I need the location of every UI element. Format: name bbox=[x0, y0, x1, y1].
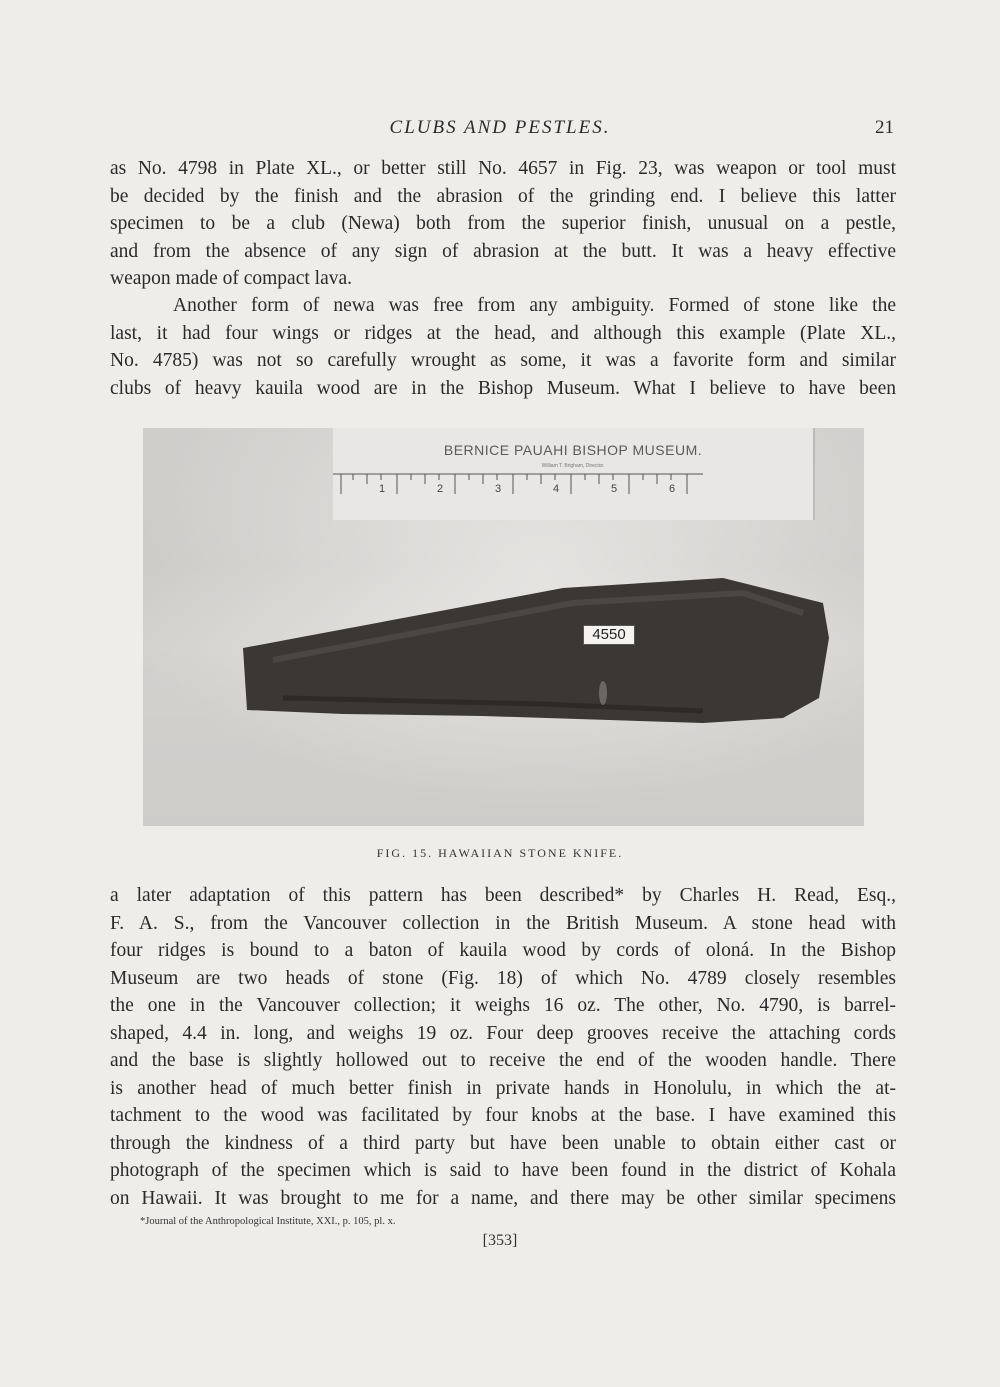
text-line: last, it had four wings or ridges at the head, and although this example (Plate XL., bbox=[110, 322, 896, 344]
ruler-number: 1 bbox=[379, 483, 386, 495]
page-number: 21 bbox=[875, 117, 894, 138]
text-line: tachment to the wood was facilitated by four knobs at the base. I have examined this bbox=[110, 1105, 896, 1126]
text-line: through the kindness of a third party but have been unable to obtain either cast or bbox=[110, 1132, 896, 1154]
text-line: is another head of much better finish in private hands in Honolulu, in which the at- bbox=[110, 1077, 896, 1099]
text-line: and from the absence of any sign of abrasion at the butt. It was a heavy effective bbox=[110, 240, 896, 262]
signature-mark: [353] bbox=[482, 1232, 518, 1249]
text-line: specimen to be a club (Newa) both from the superior finish, unusual on a pestle, bbox=[110, 213, 896, 234]
figure-photograph bbox=[143, 428, 864, 826]
paragraph-1 bbox=[110, 155, 896, 293]
figure-caption: FIG. 15. HAWAIIAN STONE KNIFE. bbox=[376, 846, 624, 860]
text-line: F. A. S., from the Vancouver collection in the British Museum. A stone head with bbox=[110, 912, 896, 934]
ruler-title: BERNICE PAUAHI BISHOP MUSEUM. bbox=[443, 442, 703, 458]
text-line: shaped, 4.4 in. long, and weighs 19 oz. Four deep grooves receive the attaching cords bbox=[110, 1022, 896, 1044]
text-line: clubs of heavy kauila wood are in the Bishop Museum. What I believe to have been bbox=[110, 377, 896, 399]
text-line: on Hawaii. It was brought to me for a name, and there may be other similar specimens bbox=[110, 1187, 896, 1209]
text-line: the one in the Vancouver collection; it weighs 16 oz. The other, No. 4790, is barrel- bbox=[110, 995, 896, 1016]
text-line: Museum are two heads of stone (Fig. 18) of which No. 4789 closely resembles bbox=[110, 967, 896, 989]
running-title: CLUBS AND PESTLES. bbox=[389, 117, 611, 138]
text-line: No. 4785) was not so carefully wrought as some, it was a favorite form and similar bbox=[110, 350, 896, 371]
paragraph-2 bbox=[110, 292, 896, 402]
text-line: be decided by the finish and the abrasion of the grinding end. I believe this latter bbox=[110, 185, 896, 207]
text-line: as No. 4798 in Plate XL., or better still No. 4657 in Fig. 23, was weapon or tool must bbox=[110, 158, 896, 179]
museum-scale-ruler bbox=[333, 428, 815, 520]
ruler-scale bbox=[333, 470, 813, 500]
ruler-number: 5 bbox=[611, 483, 618, 495]
footnote: *Journal of the Anthropological Institute, XXI., p. 105, pl. x. bbox=[140, 1216, 396, 1227]
ruler-number: 4 bbox=[553, 483, 560, 495]
text-line: a later adaptation of this pattern has been described* by Charles H. Read, Esq., bbox=[110, 885, 896, 906]
ruler-subtitle: William T. Brigham, Director. bbox=[541, 463, 605, 469]
specimen-tag: 4550 bbox=[583, 625, 635, 645]
ruler-number: 3 bbox=[495, 483, 502, 495]
ruler-number: 2 bbox=[437, 483, 444, 495]
text-line: weapon made of compact lava. bbox=[110, 268, 353, 289]
text-line: and the base is slightly hollowed out to receive the end of the wooden handle. There bbox=[110, 1050, 896, 1071]
text-line: Another form of newa was free from any ambiguity. Formed of stone like the bbox=[173, 295, 896, 316]
paragraph-3 bbox=[110, 882, 896, 1212]
ruler-number: 6 bbox=[669, 483, 676, 495]
text-line: photograph of the specimen which is said to have been found in the district of Kohala bbox=[110, 1160, 896, 1181]
text-line: four ridges is bound to a baton of kauila wood by cords of oloná. In the Bishop bbox=[110, 940, 896, 961]
running-head bbox=[0, 117, 1000, 141]
